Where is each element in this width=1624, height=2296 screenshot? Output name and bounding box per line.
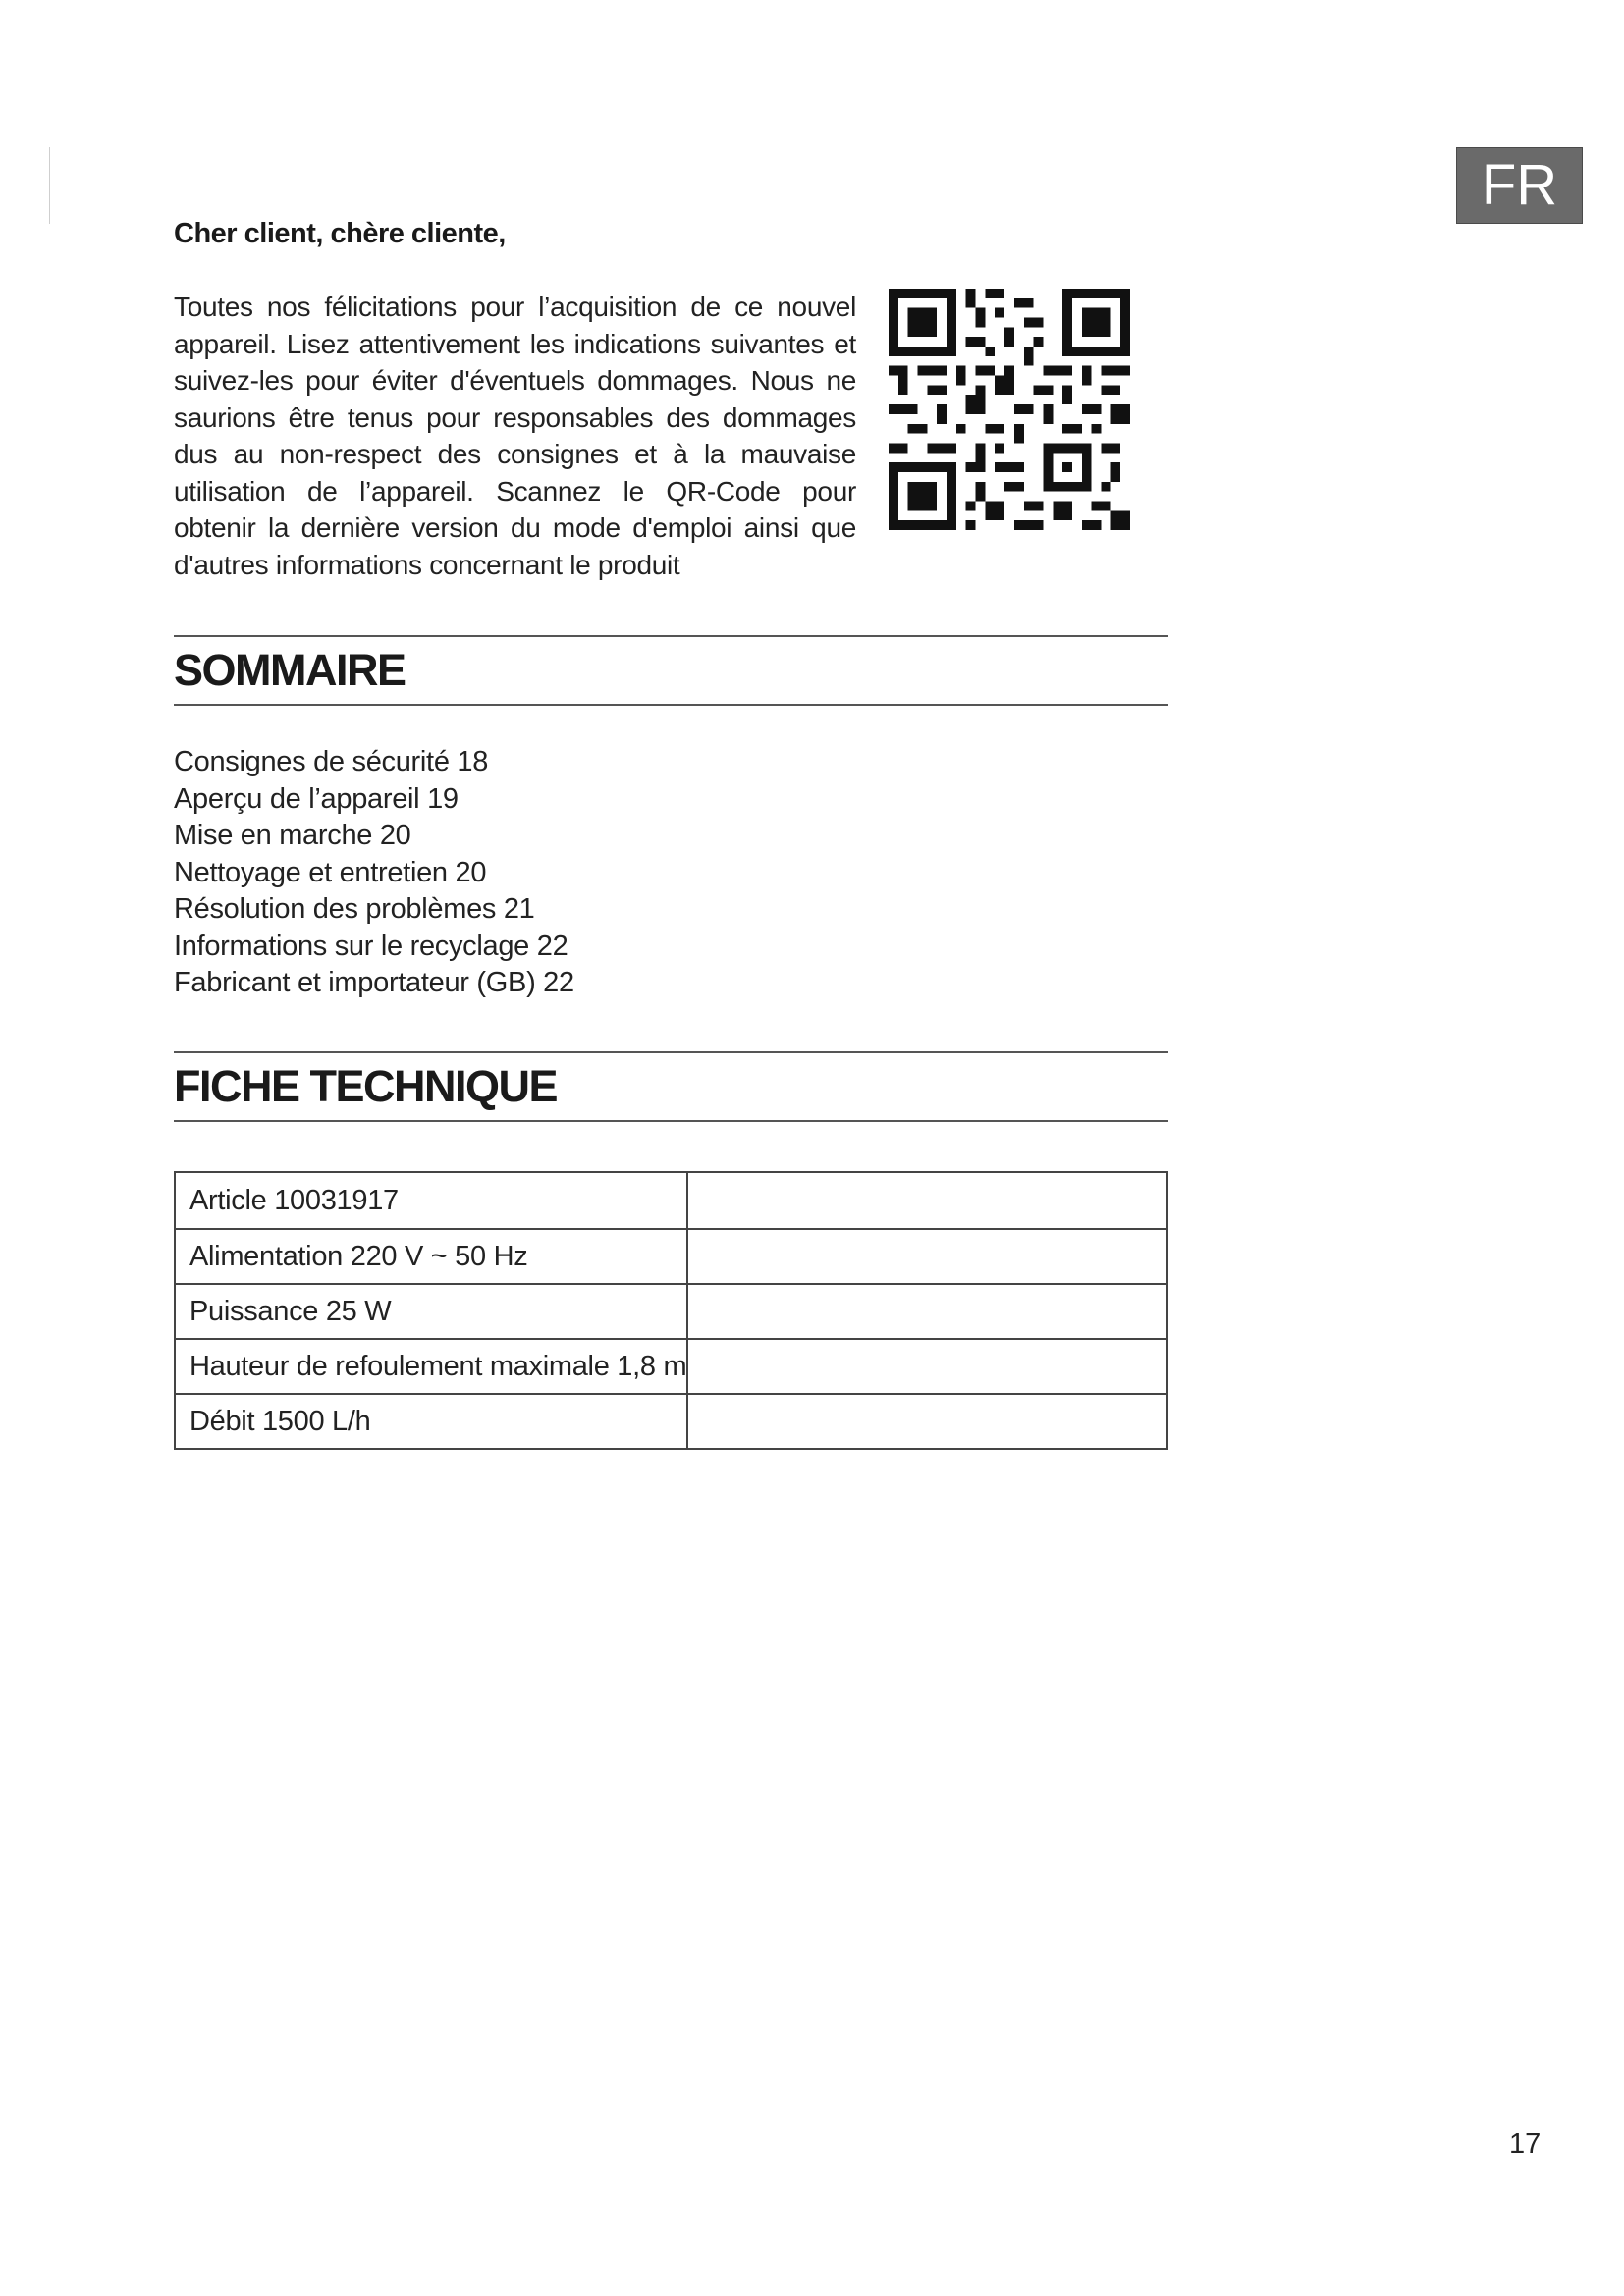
spec-cell: Article 10031917: [175, 1172, 687, 1229]
intro-paragraph: Toutes nos félicitations pour l’acquisition de ce nouvel appareil. Lisez attentivement les indications suivantes et suivez-les pour éviter d'éventuels dommages. Nous ne saurions être tenus pour responsables des dommages dus au non-respect des consignes et à la mauvaise utilisation de l’appareil. Scannez le QR-Code pour obtenir la dernière version du mode d'emploi ainsi que d'autres informations concernant le produit: [174, 292, 856, 580]
summary-item: Aperçu de l’appareil 19: [174, 782, 459, 815]
summary-item: Fabricant et importateur (GB) 22: [174, 967, 574, 998]
table-row: [175, 1229, 1167, 1284]
spec-empty-cell: [687, 1339, 1167, 1394]
table-row: [175, 1284, 1167, 1339]
summary-item: Consignes de sécurité 18: [174, 746, 489, 777]
spec-cell: Débit 1500 L/h: [175, 1394, 687, 1449]
spec-empty-cell: [687, 1172, 1167, 1229]
table-row: [175, 1172, 1167, 1229]
spec-empty-cell: [687, 1284, 1167, 1339]
spec-cell: Hauteur de refoulement maximale 1,8 m: [175, 1339, 687, 1394]
specs-title: FICHE TECHNIQUE: [174, 1061, 558, 1111]
summary-item: Résolution des problèmes 21: [174, 893, 535, 925]
specs-header: [174, 1051, 1168, 1122]
spec-empty-cell: [687, 1394, 1167, 1449]
qr-code-icon: [889, 288, 1130, 531]
summary-title: SOMMAIRE: [174, 645, 406, 695]
summary-list: [174, 744, 574, 1002]
summary-header: [174, 635, 1168, 706]
summary-item: Mise en marche 20: [174, 820, 411, 851]
spec-empty-cell: [687, 1229, 1167, 1284]
spec-cell: Puissance 25 W: [175, 1284, 687, 1339]
summary-item: Informations sur le recyclage 22: [174, 930, 568, 962]
table-row: [175, 1339, 1167, 1394]
page-number: 17: [1509, 2128, 1542, 2160]
specs-table: [174, 1171, 1168, 1450]
table-row: [175, 1394, 1167, 1449]
spec-cell: Alimentation 220 V ~ 50 Hz: [175, 1229, 687, 1284]
language-badge: FR: [1456, 147, 1583, 224]
summary-item: Nettoyage et entretien 20: [174, 856, 487, 888]
margin-rule: [49, 147, 50, 224]
greeting: Cher client, chère cliente,: [174, 218, 506, 249]
